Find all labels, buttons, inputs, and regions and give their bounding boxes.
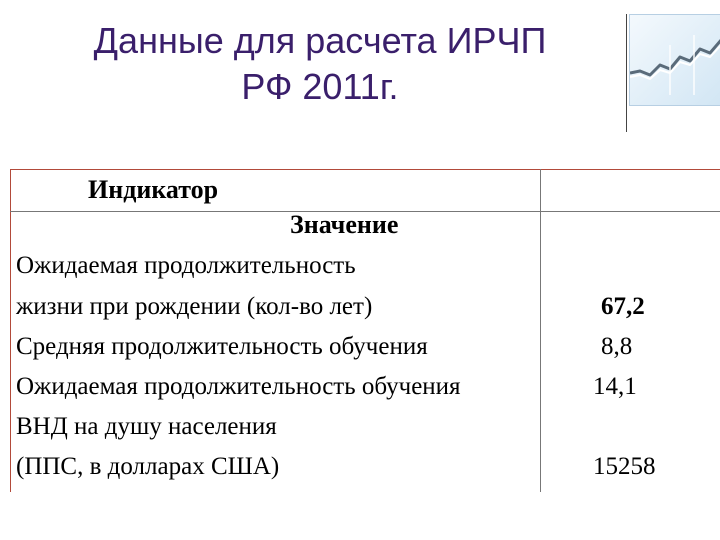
row-2-label: Средняя продолжительность обучения — [16, 333, 428, 360]
row-4-value: 15258 — [593, 453, 656, 480]
table-header-divider-right — [540, 211, 720, 212]
row-4-label-line-1: ВНД на душу населения — [16, 413, 277, 440]
row-1-value: 67,2 — [601, 293, 645, 320]
table-border-left — [10, 169, 11, 492]
slide-title-line-1: Данные для расчета ИРЧП — [93, 20, 547, 61]
row-3-value: 14,1 — [593, 373, 637, 400]
table-header-divider — [10, 211, 540, 212]
row-1-label-line-2: жизни при рождении (кол-во лет) — [16, 293, 373, 320]
row-3-label: Ожидаемая продолжительность обучения — [16, 373, 461, 400]
row-4-label-line-2: (ППС, в долларах США) — [16, 453, 280, 480]
title-divider — [626, 14, 627, 132]
header-indicator: Индикатор — [88, 175, 219, 204]
row-2-value: 8,8 — [601, 333, 633, 360]
header-value: Значение — [290, 210, 399, 239]
table-column-divider — [540, 169, 541, 492]
slide-title-line-2: РФ 2011г. — [241, 66, 399, 107]
indicator-table — [10, 169, 720, 492]
chart-line-logo-icon — [629, 14, 720, 106]
row-1-label-line-1: Ожидаемая продолжительность — [16, 252, 356, 279]
slide-title — [40, 18, 600, 110]
table-border-top — [10, 169, 720, 170]
